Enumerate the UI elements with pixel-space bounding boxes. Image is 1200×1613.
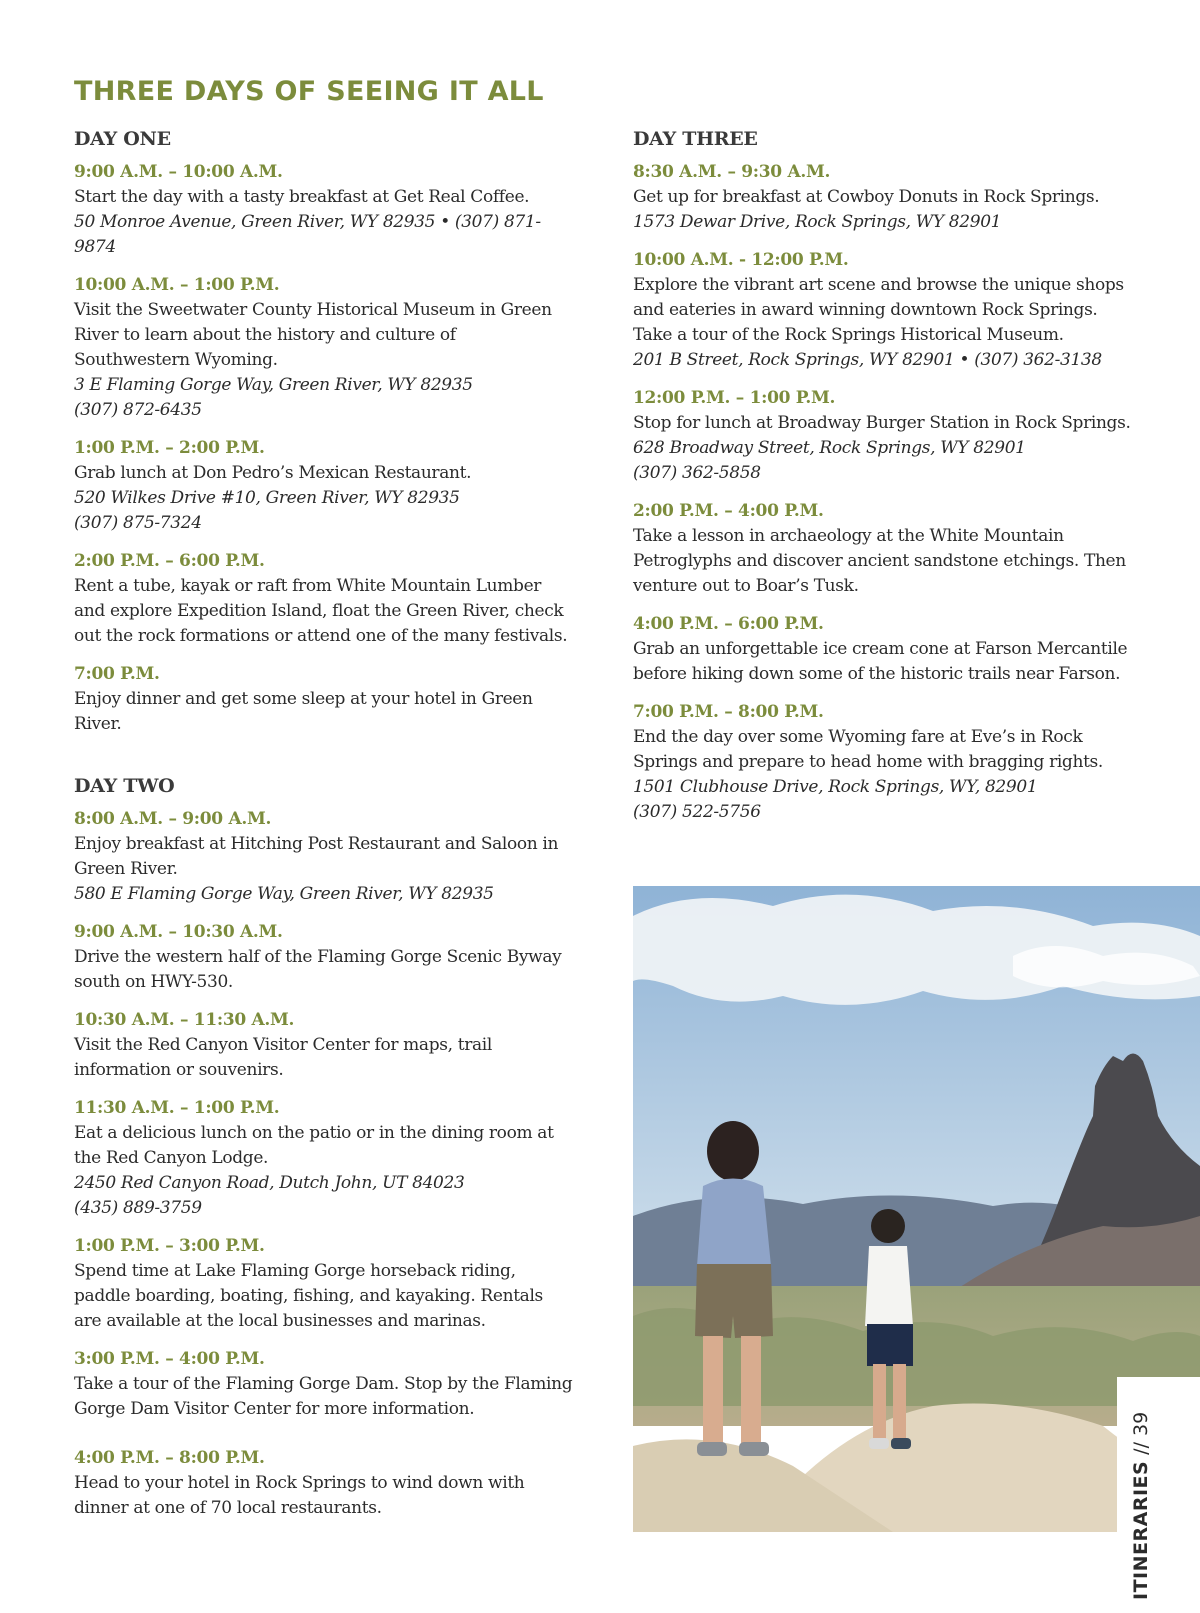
entry-description: Get up for breakfast at Cowboy Donuts in Rock Springs. bbox=[633, 187, 1100, 207]
entry-time: 1:00 P.M. – 3:00 P.M. bbox=[74, 1236, 265, 1256]
entry-description: Enjoy dinner and get some sleep at your hotel in Green River. bbox=[74, 689, 533, 734]
entry-description: Spend time at Lake Flaming Gorge horseback riding, paddle boarding, boating, fishing, and kayaking. Rentals are available at the local businesses and marinas. bbox=[74, 1261, 543, 1331]
entry-phone: (435) 889-3759 bbox=[74, 1198, 202, 1218]
entry-description: Grab lunch at Don Pedro’s Mexican Restaurant. bbox=[74, 463, 472, 483]
entry-description: Visit the Red Canyon Visitor Center for maps, trail information or souvenirs. bbox=[74, 1035, 492, 1080]
day-one-section bbox=[74, 128, 574, 737]
itinerary-entry bbox=[74, 1446, 574, 1521]
entry-time: 7:00 P.M. bbox=[74, 664, 160, 684]
entry-description: Explore the vibrant art scene and browse the unique shops and eateries in award winning downtown Rock Springs. Take a tour of the Rock Springs Historical Museum. bbox=[633, 275, 1124, 345]
entry-description: Start the day with a tasty breakfast at Get Real Coffee. bbox=[74, 187, 530, 207]
entry-phone: (307) 875-7324 bbox=[74, 513, 202, 533]
entry-time: 10:00 A.M. – 1:00 P.M. bbox=[74, 275, 280, 295]
entry-description: Grab an unforgettable ice cream cone at Farson Mercantile before hiking down some of the historic trails near Farson. bbox=[633, 639, 1128, 684]
entry-description: Take a lesson in archaeology at the White Mountain Petroglyphs and discover ancient sandstone etchings. Then venture out to Boar’s Tusk. bbox=[633, 526, 1126, 596]
entry-address: 3 E Flaming Gorge Way, Green River, WY 82935 bbox=[74, 375, 473, 395]
entry-time: 8:30 A.M. – 9:30 A.M. bbox=[633, 162, 831, 182]
itinerary-entry bbox=[633, 386, 1133, 486]
itinerary-entry bbox=[74, 1008, 574, 1083]
entry-address: 1501 Clubhouse Drive, Rock Springs, WY, 82901 bbox=[633, 777, 1038, 797]
entry-time: 12:00 P.M. – 1:00 P.M. bbox=[633, 388, 836, 408]
entry-address: 520 Wilkes Drive #10, Green River, WY 82935 bbox=[74, 488, 460, 508]
itinerary-entry bbox=[633, 612, 1133, 687]
entry-time: 4:00 P.M. – 8:00 P.M. bbox=[74, 1448, 265, 1468]
entry-time: 7:00 P.M. – 8:00 P.M. bbox=[633, 702, 824, 722]
entry-time: 9:00 A.M. – 10:00 A.M. bbox=[74, 162, 283, 182]
page-number: 39 bbox=[1130, 1411, 1152, 1436]
itinerary-entry bbox=[74, 662, 574, 737]
entry-address: 2450 Red Canyon Road, Dutch John, UT 84023 bbox=[74, 1173, 465, 1193]
entry-description: Head to your hotel in Rock Springs to wind down with dinner at one of 70 local restaurants. bbox=[74, 1473, 525, 1518]
entry-time: 9:00 A.M. – 10:30 A.M. bbox=[74, 922, 283, 942]
entry-phone: (307) 872-6435 bbox=[74, 400, 202, 420]
itinerary-entry bbox=[74, 807, 574, 907]
day-two-heading: DAY TWO bbox=[74, 775, 175, 797]
section-label bbox=[1130, 1412, 1152, 1600]
day-three-heading: DAY THREE bbox=[633, 128, 758, 150]
itinerary-entry bbox=[633, 499, 1133, 599]
entry-address: 580 E Flaming Gorge Way, Green River, WY 82935 bbox=[74, 884, 494, 904]
itinerary-entry bbox=[74, 1234, 574, 1334]
entry-description: Rent a tube, kayak or raft from White Mountain Lumber and explore Expedition Island, float the Green River, check out the rock formations or attend one of the many festivals. bbox=[74, 576, 568, 646]
day-three-section bbox=[633, 128, 1133, 825]
day-two-section bbox=[74, 775, 574, 1521]
entry-description: Stop for lunch at Broadway Burger Station in Rock Springs. bbox=[633, 413, 1131, 433]
itinerary-entry bbox=[633, 248, 1133, 373]
entry-time: 2:00 P.M. – 4:00 P.M. bbox=[633, 501, 824, 521]
entry-description: End the day over some Wyoming fare at Eve’s in Rock Springs and prepare to head home with bragging rights. bbox=[633, 727, 1103, 772]
entry-time: 10:00 A.M. - 12:00 P.M. bbox=[633, 250, 849, 270]
desert-hiking-photo bbox=[633, 886, 1200, 1532]
section-separator: // bbox=[1130, 1442, 1152, 1455]
entry-time: 11:30 A.M. – 1:00 P.M. bbox=[74, 1098, 280, 1118]
itinerary-entry bbox=[633, 700, 1133, 825]
day-one-heading: DAY ONE bbox=[74, 128, 171, 150]
itinerary-entry bbox=[74, 1347, 574, 1422]
page-title: THREE DAYS OF SEEING IT ALL bbox=[74, 76, 544, 107]
entry-phone: (307) 522-5756 bbox=[633, 802, 761, 822]
itinerary-entry bbox=[74, 920, 574, 995]
entry-time: 4:00 P.M. – 6:00 P.M. bbox=[633, 614, 824, 634]
itinerary-entry bbox=[74, 436, 574, 536]
entry-time: 1:00 P.M. – 2:00 P.M. bbox=[74, 438, 265, 458]
section-name: ITINERARIES bbox=[1130, 1460, 1152, 1600]
entry-phone: (307) 362-5858 bbox=[633, 463, 761, 483]
entry-description: Eat a delicious lunch on the patio or in the dining room at the Red Canyon Lodge. bbox=[74, 1123, 554, 1168]
photo-illustration bbox=[633, 886, 1200, 1532]
entry-address: 628 Broadway Street, Rock Springs, WY 82901 bbox=[633, 438, 1026, 458]
entry-address: 50 Monroe Avenue, Green River, WY 82935 • (307) 871-9874 bbox=[74, 212, 541, 257]
itinerary-entry bbox=[74, 160, 574, 260]
entry-time: 10:30 A.M. – 11:30 A.M. bbox=[74, 1010, 295, 1030]
entry-time: 2:00 P.M. – 6:00 P.M. bbox=[74, 551, 265, 571]
entry-description: Take a tour of the Flaming Gorge Dam. Stop by the Flaming Gorge Dam Visitor Center for more information. bbox=[74, 1374, 573, 1419]
itinerary-entry bbox=[74, 273, 574, 423]
entry-description: Enjoy breakfast at Hitching Post Restaurant and Saloon in Green River. bbox=[74, 834, 559, 879]
left-column bbox=[74, 128, 574, 1534]
entry-time: 3:00 P.M. – 4:00 P.M. bbox=[74, 1349, 265, 1369]
entry-address: 201 B Street, Rock Springs, WY 82901 • (307) 362-3138 bbox=[633, 350, 1102, 370]
entry-time: 8:00 A.M. – 9:00 A.M. bbox=[74, 809, 272, 829]
entry-description: Drive the western half of the Flaming Gorge Scenic Byway south on HWY-530. bbox=[74, 947, 562, 992]
itinerary-entry bbox=[74, 549, 574, 649]
entry-description: Visit the Sweetwater County Historical Museum in Green River to learn about the history and culture of Southwestern Wyoming. bbox=[74, 300, 552, 370]
itinerary-entry bbox=[633, 160, 1133, 235]
entry-address: 1573 Dewar Drive, Rock Springs, WY 82901 bbox=[633, 212, 1002, 232]
itinerary-entry bbox=[74, 1096, 574, 1221]
right-column bbox=[633, 128, 1133, 838]
